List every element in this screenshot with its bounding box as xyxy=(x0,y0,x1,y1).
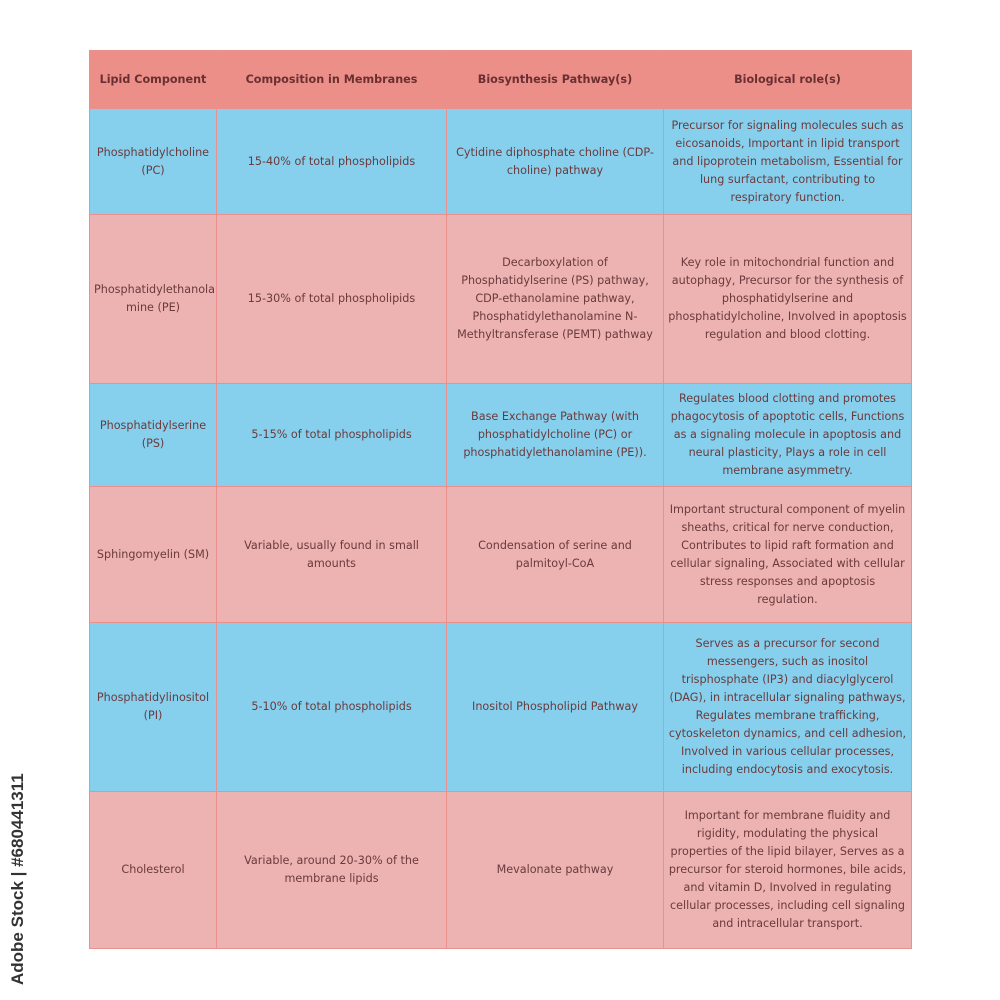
table-row xyxy=(90,623,912,792)
cell-component: Phosphatidylcholine (PC) xyxy=(90,109,217,215)
cell-composition: Variable, usually found in small amounts xyxy=(217,487,447,623)
cell-pathway: Decarboxylation of Phosphatidylserine (PS) pathway, CDP-ethanolamine pathway, Phosphatidylethanolamine N-Methyltransferase (PEMT) pathway xyxy=(447,215,664,384)
cell-role: Precursor for signaling molecules such as eicosanoids, Important in lipid transport and lipoprotein metabolism, Essential for lung surfactant, contributing to respiratory function. xyxy=(664,109,912,215)
table-row xyxy=(90,215,912,384)
header-lipid-component: Lipid Component xyxy=(90,51,217,109)
table-row xyxy=(90,792,912,949)
cell-role: Important structural component of myelin sheaths, critical for nerve conduction, Contributes to lipid raft formation and cellular signaling, Associated with cellular stress responses and apoptosis regulation. xyxy=(664,487,912,623)
table-row xyxy=(90,487,912,623)
cell-component: Phosphatidylserine (PS) xyxy=(90,384,217,487)
cell-pathway: Inositol Phospholipid Pathway xyxy=(447,623,664,792)
cell-pathway: Condensation of serine and palmitoyl-CoA xyxy=(447,487,664,623)
cell-role: Serves as a precursor for second messengers, such as inositol trisphosphate (IP3) and diacylglycerol (DAG), in intracellular signaling pathways, Regulates membrane trafficking, cytoskeleton dynamics, and cell adhesion, Involved in various cellular processes, including endocytosis and exocytosis. xyxy=(664,623,912,792)
cell-composition: 15-30% of total phospholipids xyxy=(217,215,447,384)
cell-composition: 5-10% of total phospholipids xyxy=(217,623,447,792)
cell-role: Regulates blood clotting and promotes phagocytosis of apoptotic cells, Functions as a signaling molecule in apoptosis and neural plasticity, Plays a role in cell membrane asymmetry. xyxy=(664,384,912,487)
cell-component: Phosphatidylethanola mine (PE) xyxy=(90,215,217,384)
cell-composition: Variable, around 20-30% of the membrane lipids xyxy=(217,792,447,949)
table-row xyxy=(90,109,912,215)
cell-component: Cholesterol xyxy=(90,792,217,949)
cell-component: Phosphatidylinositol (PI) xyxy=(90,623,217,792)
header-composition: Composition in Membranes xyxy=(217,51,447,109)
cell-pathway: Base Exchange Pathway (with phosphatidylcholine (PC) or phosphatidylethanolamine (PE)). xyxy=(447,384,664,487)
cell-component: Sphingomyelin (SM) xyxy=(90,487,217,623)
table-row xyxy=(90,384,912,487)
cell-pathway: Cytidine diphosphate choline (CDP-choline) pathway xyxy=(447,109,664,215)
cell-role: Key role in mitochondrial function and autophagy, Precursor for the synthesis of phosphatidylserine and phosphatidylcholine, Involved in apoptosis regulation and blood clotting. xyxy=(664,215,912,384)
header-role: Biological role(s) xyxy=(664,51,912,109)
header-row xyxy=(90,51,912,109)
cell-role: Important for membrane fluidity and rigidity, modulating the physical properties of the lipid bilayer, Serves as a precursor for steroid hormones, bile acids, and vitamin D, Involved in regulating cellular processes, including cell signaling and intracellular transport. xyxy=(664,792,912,949)
header-pathway: Biosynthesis Pathway(s) xyxy=(447,51,664,109)
stock-watermark-id: Adobe Stock | #680441311 xyxy=(8,773,27,985)
cell-composition: 5-15% of total phospholipids xyxy=(217,384,447,487)
cell-pathway: Mevalonate pathway xyxy=(447,792,664,949)
cell-composition: 15-40% of total phospholipids xyxy=(217,109,447,215)
lipid-table xyxy=(89,50,912,949)
